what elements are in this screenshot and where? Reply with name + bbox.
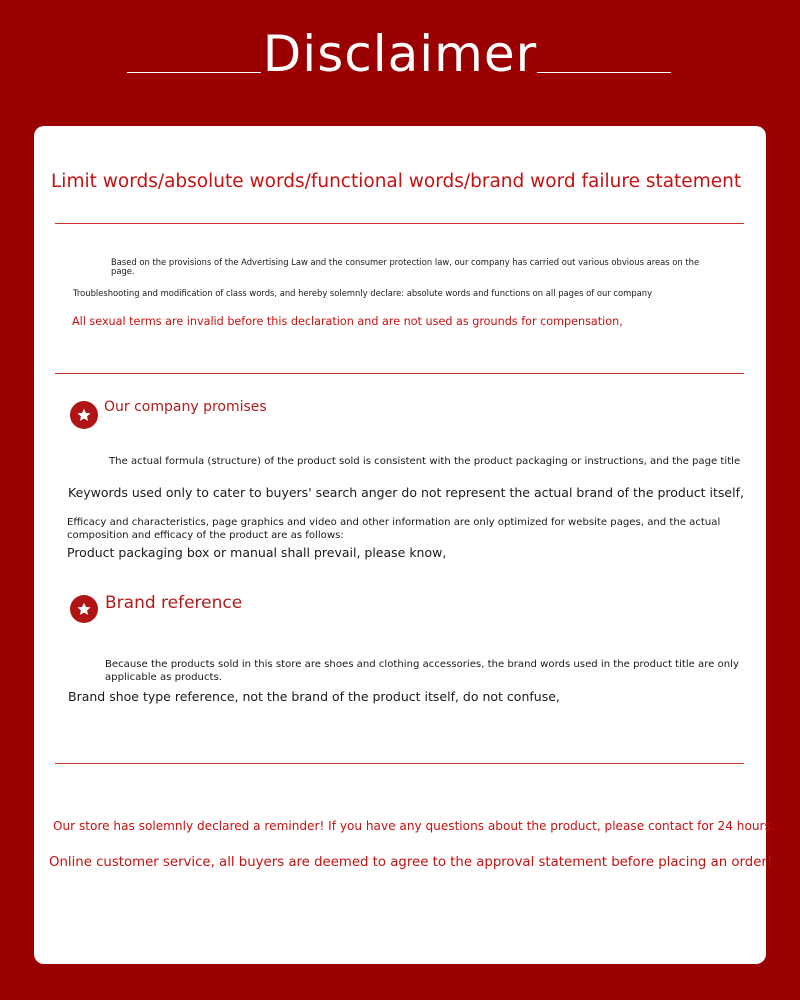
star-icon bbox=[70, 595, 98, 623]
divider bbox=[55, 223, 744, 224]
statement-paragraph-2: Troubleshooting and modification of class words, and hereby solemnly declare: absolute words and functions on all pages of our company bbox=[73, 288, 653, 298]
statement-paragraph-1: Based on the provisions of the Advertising Law and the consumer protection law, our company has carried out various obvious areas on the page. bbox=[111, 257, 700, 276]
statement-paragraph-3: All sexual terms are invalid before this declaration and are not used as grounds for compensation, bbox=[72, 315, 623, 328]
page-title: Disclaimer bbox=[262, 25, 538, 83]
title-divider-right bbox=[537, 72, 671, 73]
promises-line-1: The actual formula (structure) of the product sold is consistent with the product packaging or instructions, and the page title bbox=[109, 456, 741, 467]
disclaimer-card bbox=[34, 126, 775, 964]
brand-heading: Brand reference bbox=[105, 593, 243, 613]
promises-line-3: Efficacy and characteristics, page graphics and video and other information are only optimized for website pages, and the actual composition and efficacy of the product are as follows: bbox=[67, 517, 721, 541]
divider bbox=[55, 763, 744, 764]
footer-line-2: Online customer service, all buyers are deemed to agree to the approval statement before placing an order! bbox=[49, 855, 773, 870]
brand-line-2: Brand shoe type reference, not the brand of the product itself, do not confuse, bbox=[68, 689, 560, 704]
brand-line-1: Because the products sold in this store are shoes and clothing accessories, the brand words used in the product title are only applicable as products. bbox=[105, 659, 739, 683]
divider bbox=[55, 373, 744, 374]
statement-heading: Limit words/absolute words/functional words/brand word failure statement bbox=[51, 171, 742, 192]
promises-line-2: Keywords used only to cater to buyers' search anger do not represent the actual brand of the product itself, bbox=[68, 485, 744, 500]
footer-line-1: Our store has solemnly declared a reminder! If you have any questions about the product, please contact for 24 hours. bbox=[53, 819, 775, 833]
promises-heading: Our company promises bbox=[104, 399, 267, 415]
star-icon bbox=[70, 401, 98, 429]
title-divider-left bbox=[127, 72, 261, 73]
promises-line-4: Product packaging box or manual shall prevail, please know, bbox=[67, 545, 447, 560]
